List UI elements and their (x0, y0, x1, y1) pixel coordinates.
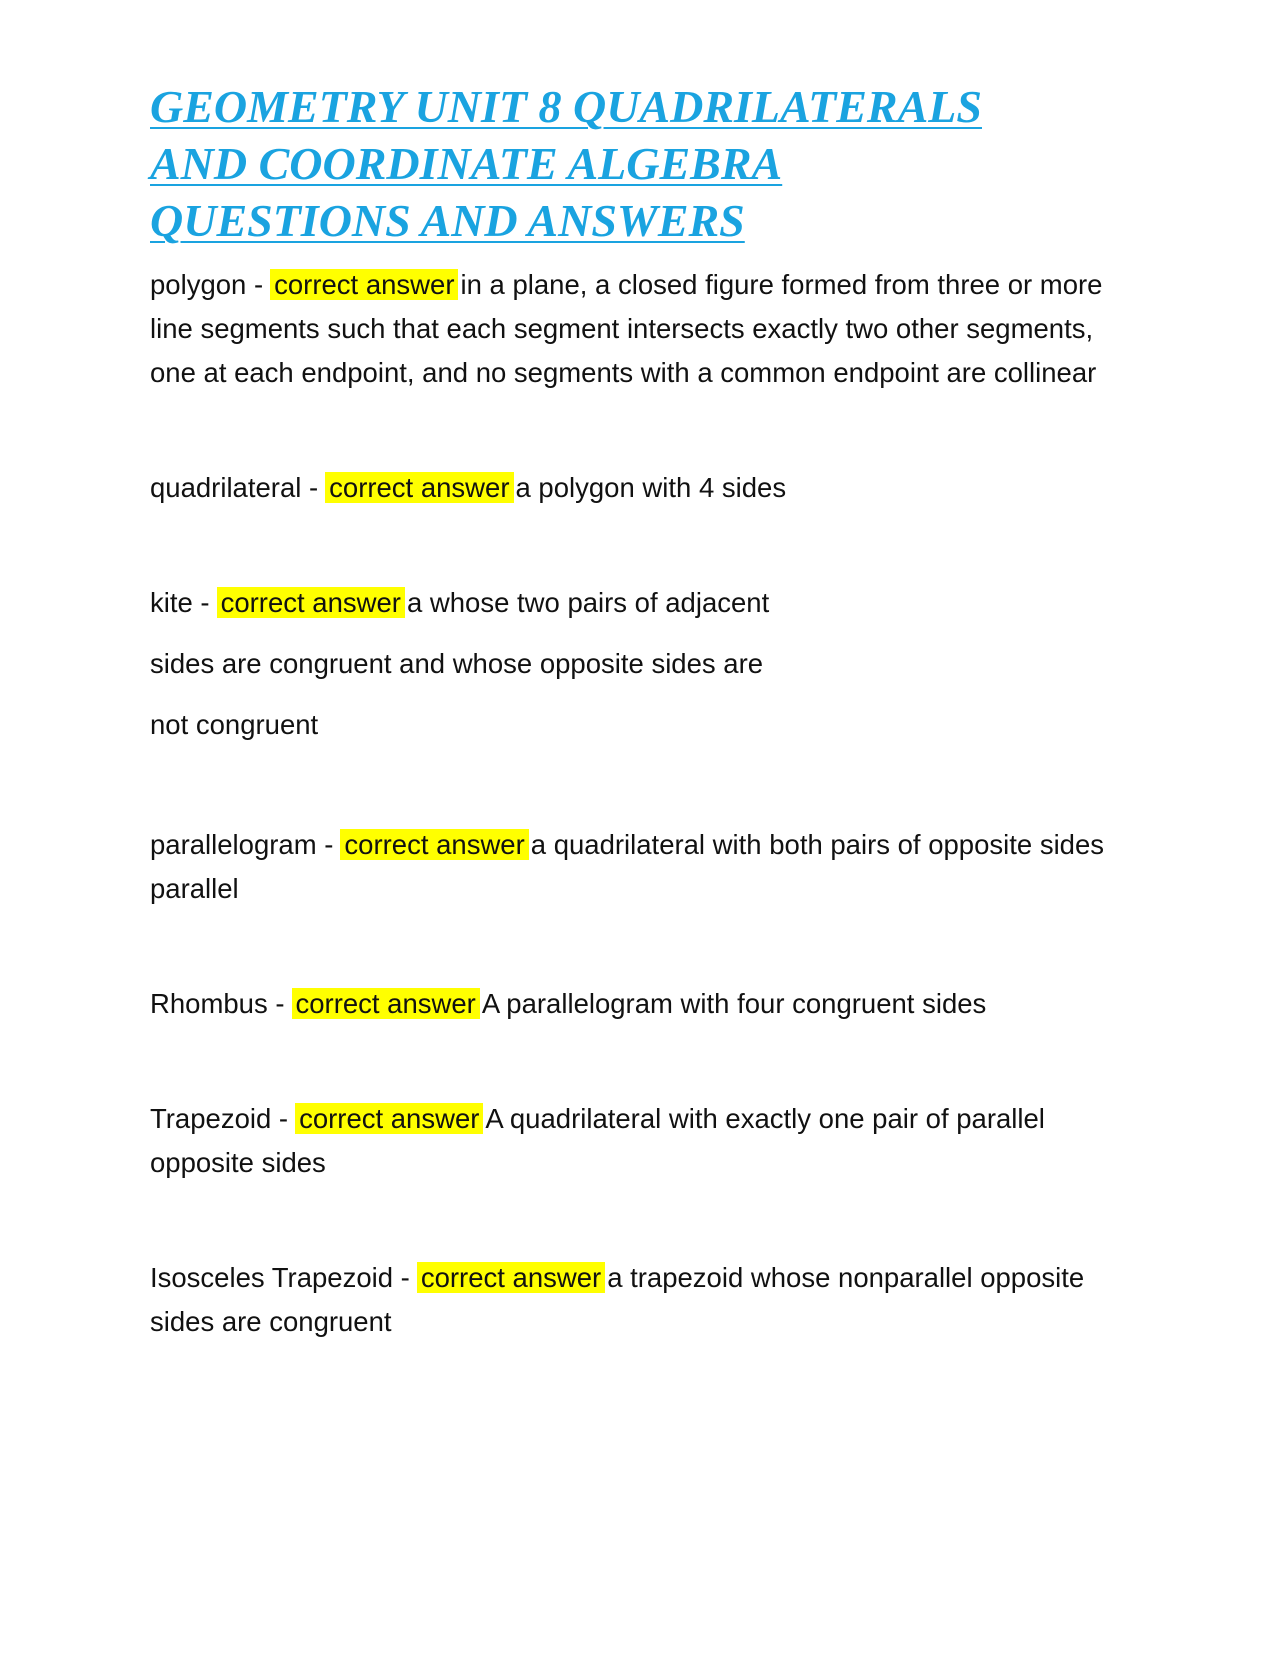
correct-answer-highlight: correct answer (340, 829, 528, 860)
correct-answer-highlight: correct answer (292, 988, 480, 1019)
entry-term: Rhombus - (150, 988, 285, 1019)
qa-entry-kite (150, 581, 1110, 755)
correct-answer-highlight: correct answer (217, 587, 405, 618)
qa-entry-parallelogram (150, 823, 1110, 911)
title-line: QUESTIONS AND ANSWERS (150, 195, 745, 246)
entry-term: kite - (150, 587, 210, 618)
entry-term: Isosceles Trapezoid - (150, 1262, 410, 1293)
correct-answer-highlight: correct answer (417, 1262, 605, 1293)
entry-term: Trapezoid - (150, 1103, 289, 1134)
title-line: AND COORDINATE ALGEBRA (150, 138, 783, 189)
entry-definition: a polygon with 4 sides (515, 472, 787, 503)
qa-entries (150, 263, 1110, 1344)
correct-answer-highlight: correct answer (325, 472, 513, 503)
entry-definition: a trapezoid whose nonparallel opposite sides are congruent (150, 1262, 1085, 1337)
qa-entry-rhombus (150, 982, 1110, 1026)
entry-term: polygon - (150, 269, 264, 300)
correct-answer-highlight: correct answer (295, 1103, 483, 1134)
document-content (150, 78, 1110, 1344)
title-line: GEOMETRY UNIT 8 QUADRILATERALS (150, 81, 982, 132)
qa-entry-quadrilateral (150, 466, 1110, 510)
entry-term: quadrilateral - (150, 472, 319, 503)
document-title (150, 78, 1110, 249)
entry-definition: A quadrilateral with exactly one pair of parallel opposite sides (150, 1103, 1045, 1178)
qa-entry-polygon (150, 263, 1110, 395)
entry-definition: A parallelogram with four congruent sides (481, 988, 987, 1019)
entry-definition: a quadrilateral with both pairs of opposite sides parallel (150, 829, 1105, 904)
kite-definition-line: not congruent (150, 709, 319, 740)
entry-definition: in a plane, a closed figure formed from three or more line segments such that each segment intersects exactly two other segments, one at each endpoint, and no segments with a common endpoint are collinear (150, 269, 1103, 388)
entry-definition: a whose two pairs of adjacent (406, 587, 770, 618)
qa-entry-isosceles-trapezoid (150, 1256, 1110, 1344)
qa-entry-trapezoid (150, 1097, 1110, 1185)
kite-definition-line (150, 581, 1110, 625)
entry-term: parallelogram - (150, 829, 334, 860)
correct-answer-highlight: correct answer (270, 269, 458, 300)
kite-definition-line: sides are congruent and whose opposite sides are (150, 648, 764, 679)
